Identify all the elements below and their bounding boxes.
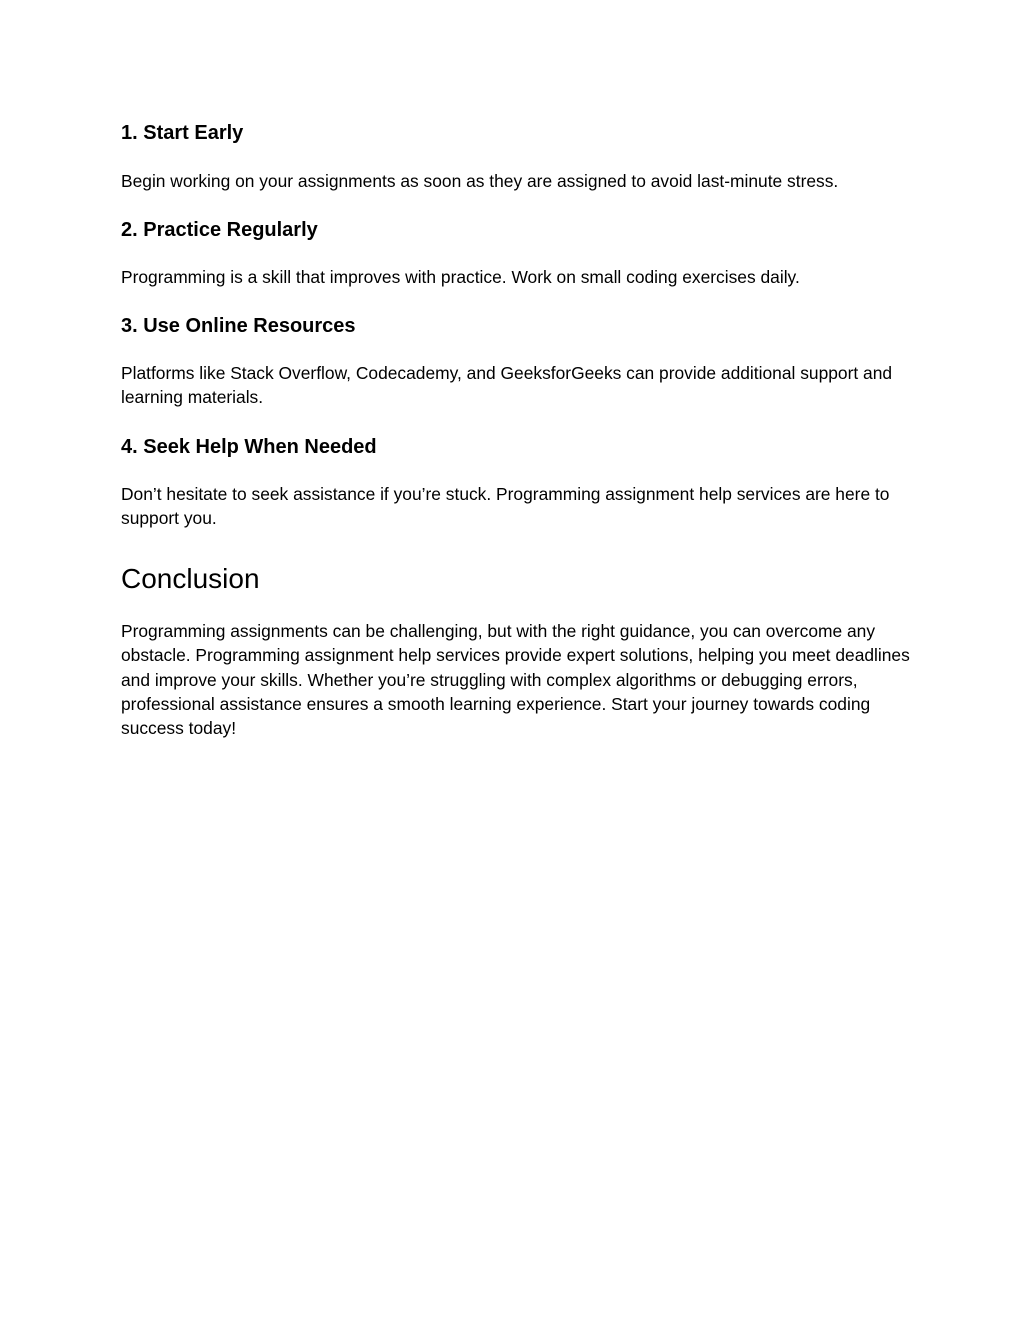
conclusion-heading: Conclusion [121, 563, 260, 594]
tip-text-practice-regularly: Programming is a skill that improves with practice. Work on small coding exercises daily. [121, 267, 800, 287]
tip-heading-start-early: 1. Start Early [121, 122, 244, 144]
tip-text-online-resources: Platforms like Stack Overflow, Codecademy, and GeeksforGeeks can provide additional support and learning materials. [121, 363, 893, 408]
tip-text-start-early: Begin working on your assignments as soon as they are assigned to avoid last-minute stress. [121, 171, 839, 191]
tip-heading-practice-regularly: 2. Practice Regularly [121, 219, 318, 241]
tip-heading-seek-help: 4. Seek Help When Needed [121, 436, 377, 458]
tip-heading-online-resources: 3. Use Online Resources [121, 315, 356, 337]
tip-text-seek-help: Don’t hesitate to seek assistance if you’re stuck. Programming assignment help services are here to support you. [121, 484, 890, 529]
conclusion-text: Programming assignments can be challenging, but with the right guidance, you can overcome any obstacle. Programming assignment help services provide expert solutions, helping you meet deadlines and improve your skills. Whether you’re struggling with complex algorithms or debugging errors, professional assistance ensures a smooth learning experience. Start your journey towards coding success today! [121, 621, 910, 739]
